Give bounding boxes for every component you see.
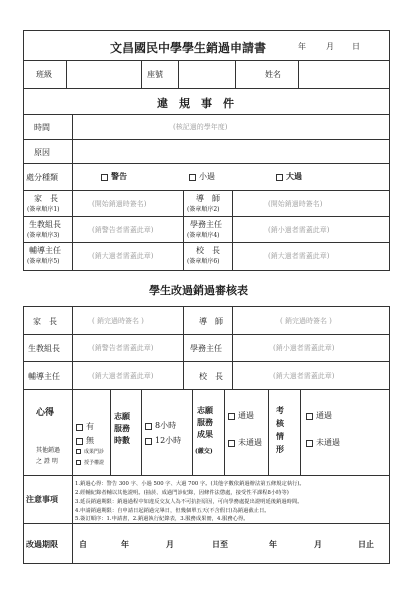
heart-option-no[interactable]: 無 — [76, 435, 94, 446]
penalty-option-warning[interactable]: 警告 — [101, 171, 127, 182]
checkbox[interactable] — [145, 438, 152, 445]
sign-field[interactable]: (開始銷過時簽名) — [268, 200, 323, 208]
class-field[interactable] — [67, 61, 140, 87]
sign-order: (簽章順序4) — [187, 232, 220, 239]
result-option[interactable]: 未通過 — [228, 437, 262, 448]
review-sign-field[interactable]: (銷警告者需蓋此章) — [92, 344, 154, 352]
checkbox[interactable] — [276, 174, 283, 181]
period-end: 日止 — [358, 539, 374, 549]
checkbox[interactable] — [306, 440, 313, 447]
sign-order: (簽章順序5) — [27, 258, 60, 265]
other-proof-label: 之 證 明 — [36, 458, 58, 465]
penalty-option-major[interactable]: 大過 — [276, 171, 302, 182]
review-role: 校 長 — [199, 372, 223, 381]
period-year-end: 年 — [269, 539, 277, 549]
reason-label: 原因 — [34, 148, 50, 157]
sign-role: 家 長 — [34, 194, 58, 203]
checkbox[interactable] — [101, 174, 108, 181]
checkbox[interactable] — [228, 440, 235, 447]
review-role: 學務主任 — [190, 344, 222, 353]
checkbox[interactable] — [76, 438, 83, 445]
checkbox[interactable] — [145, 423, 152, 430]
seat-field[interactable] — [179, 61, 234, 87]
review-sign-field[interactable]: ( 銷完過時簽名 ) — [280, 317, 332, 325]
volunteer-result-sub: (繳交) — [195, 448, 213, 455]
review-sign-field[interactable]: ( 銷完過時簽名 ) — [92, 317, 144, 325]
period-label: 改過期限 — [26, 539, 58, 549]
heart-option-yes[interactable]: 有 — [76, 421, 94, 432]
section-title-violation: 違 規 事 件 — [157, 97, 234, 110]
review-sign-field[interactable]: (銷小過者需蓋此章) — [273, 344, 335, 352]
penalty-label: 處分種類 — [26, 173, 58, 182]
note-item: 1.銷過心得：警告 300 字、小過 500 字、大過 700 字。(其他字數依銷過辦法第五條規定執行)。 — [75, 481, 305, 487]
sign-role: 導 師 — [196, 194, 220, 203]
volunteer-hours-label: 志願服務時數 — [114, 411, 130, 445]
result-option[interactable]: 通過 — [228, 410, 254, 421]
sign-role: 生教組長 — [29, 220, 61, 229]
note-item: 5.簽訂順序：1.申請書，2.銷過執行紀錄表，3.服務成果冊，4.服務心得。 — [75, 516, 249, 522]
name-field[interactable] — [299, 61, 389, 87]
day-label: 日 — [352, 42, 360, 51]
notes-label: 注意事項 — [26, 494, 58, 504]
checkbox[interactable] — [76, 424, 83, 431]
other-proof-label: 其他銷過 — [36, 447, 61, 454]
penalty-option-minor[interactable]: 小過 — [189, 171, 215, 182]
sign-order: (簽章順序1) — [27, 206, 60, 213]
name-label: 姓名 — [265, 70, 281, 79]
review-role: 生教組長 — [28, 344, 60, 353]
form-title: 文昌國民中學學生銷過申請書 — [110, 41, 267, 55]
review-status-label: 考核情形 — [276, 405, 284, 454]
note-item: 2.經輔紀錄者輔以其他證明。(抽菸、成過門診紀錄，因條件法懲處，接受性平課程8小時等) — [75, 490, 289, 496]
checkbox[interactable] — [228, 413, 235, 420]
sign-field[interactable]: (銷警告者需蓋此章) — [92, 226, 154, 234]
sign-order: (簽章順序2) — [187, 206, 220, 213]
review-sign-field[interactable]: (銷大過者需蓋此章) — [92, 372, 154, 380]
period-month-end: 月 — [314, 539, 322, 549]
review-option[interactable]: 通過 — [306, 410, 332, 421]
note-item: 4.申請銷過期限：自申請日起銷過完畢日，但幾個單五天(不含假日)為銷過截止日。 — [75, 508, 270, 514]
volunteer-result-label: 志願服務成果 — [197, 405, 213, 439]
period-from: 自 — [79, 539, 87, 549]
sign-order: (簽章順序6) — [187, 258, 220, 265]
sign-field[interactable]: (開始銷過時簽名) — [92, 200, 147, 208]
time-field[interactable]: (核記過的學年度) — [173, 123, 228, 131]
hours-option[interactable]: 12小時 — [145, 435, 181, 446]
month-label: 月 — [326, 42, 334, 51]
time-label: 時間 — [34, 123, 50, 132]
sign-field[interactable]: (銷大過者需蓋此章) — [92, 252, 154, 260]
review-option[interactable]: 未通過 — [306, 437, 340, 448]
proof-option[interactable]: 成果門診 — [76, 448, 104, 455]
class-label: 班級 — [36, 70, 52, 79]
checkbox[interactable] — [76, 460, 81, 465]
sign-order: (簽章順序3) — [27, 232, 60, 239]
sign-field[interactable]: (銷大過者需蓋此章) — [268, 252, 330, 260]
reason-field[interactable] — [73, 140, 389, 162]
period-day-to: 日至 — [212, 539, 228, 549]
period-month: 月 — [166, 539, 174, 549]
review-role: 導 師 — [199, 317, 223, 326]
sign-role: 輔導主任 — [29, 246, 61, 255]
period-year: 年 — [121, 539, 129, 549]
sign-field[interactable]: (銷小過者需蓋此章) — [268, 226, 330, 234]
review-sign-field[interactable]: (銷大過者需蓋此章) — [273, 372, 335, 380]
review-role: 家 長 — [33, 317, 57, 326]
checkbox[interactable] — [189, 174, 196, 181]
checkbox[interactable] — [306, 413, 313, 420]
heart-label: 心得 — [36, 408, 55, 418]
proof-option[interactable]: 授予權證 — [76, 459, 104, 466]
sign-role: 學務主任 — [190, 220, 222, 229]
review-role: 輔導主任 — [28, 372, 60, 381]
note-item: 3.延長銷過期限：銷過過程中如違反交友人為不可抗拒原因，可向學務處提出證明延後銷過時間。 — [75, 499, 303, 505]
checkbox[interactable] — [76, 449, 81, 454]
year-label: 年 — [298, 42, 306, 51]
sign-role: 校 長 — [196, 246, 220, 255]
seat-label: 座號 — [147, 70, 163, 79]
review-form-title: 學生改過銷過審核表 — [149, 284, 248, 297]
hours-option[interactable]: 8小時 — [145, 420, 176, 431]
